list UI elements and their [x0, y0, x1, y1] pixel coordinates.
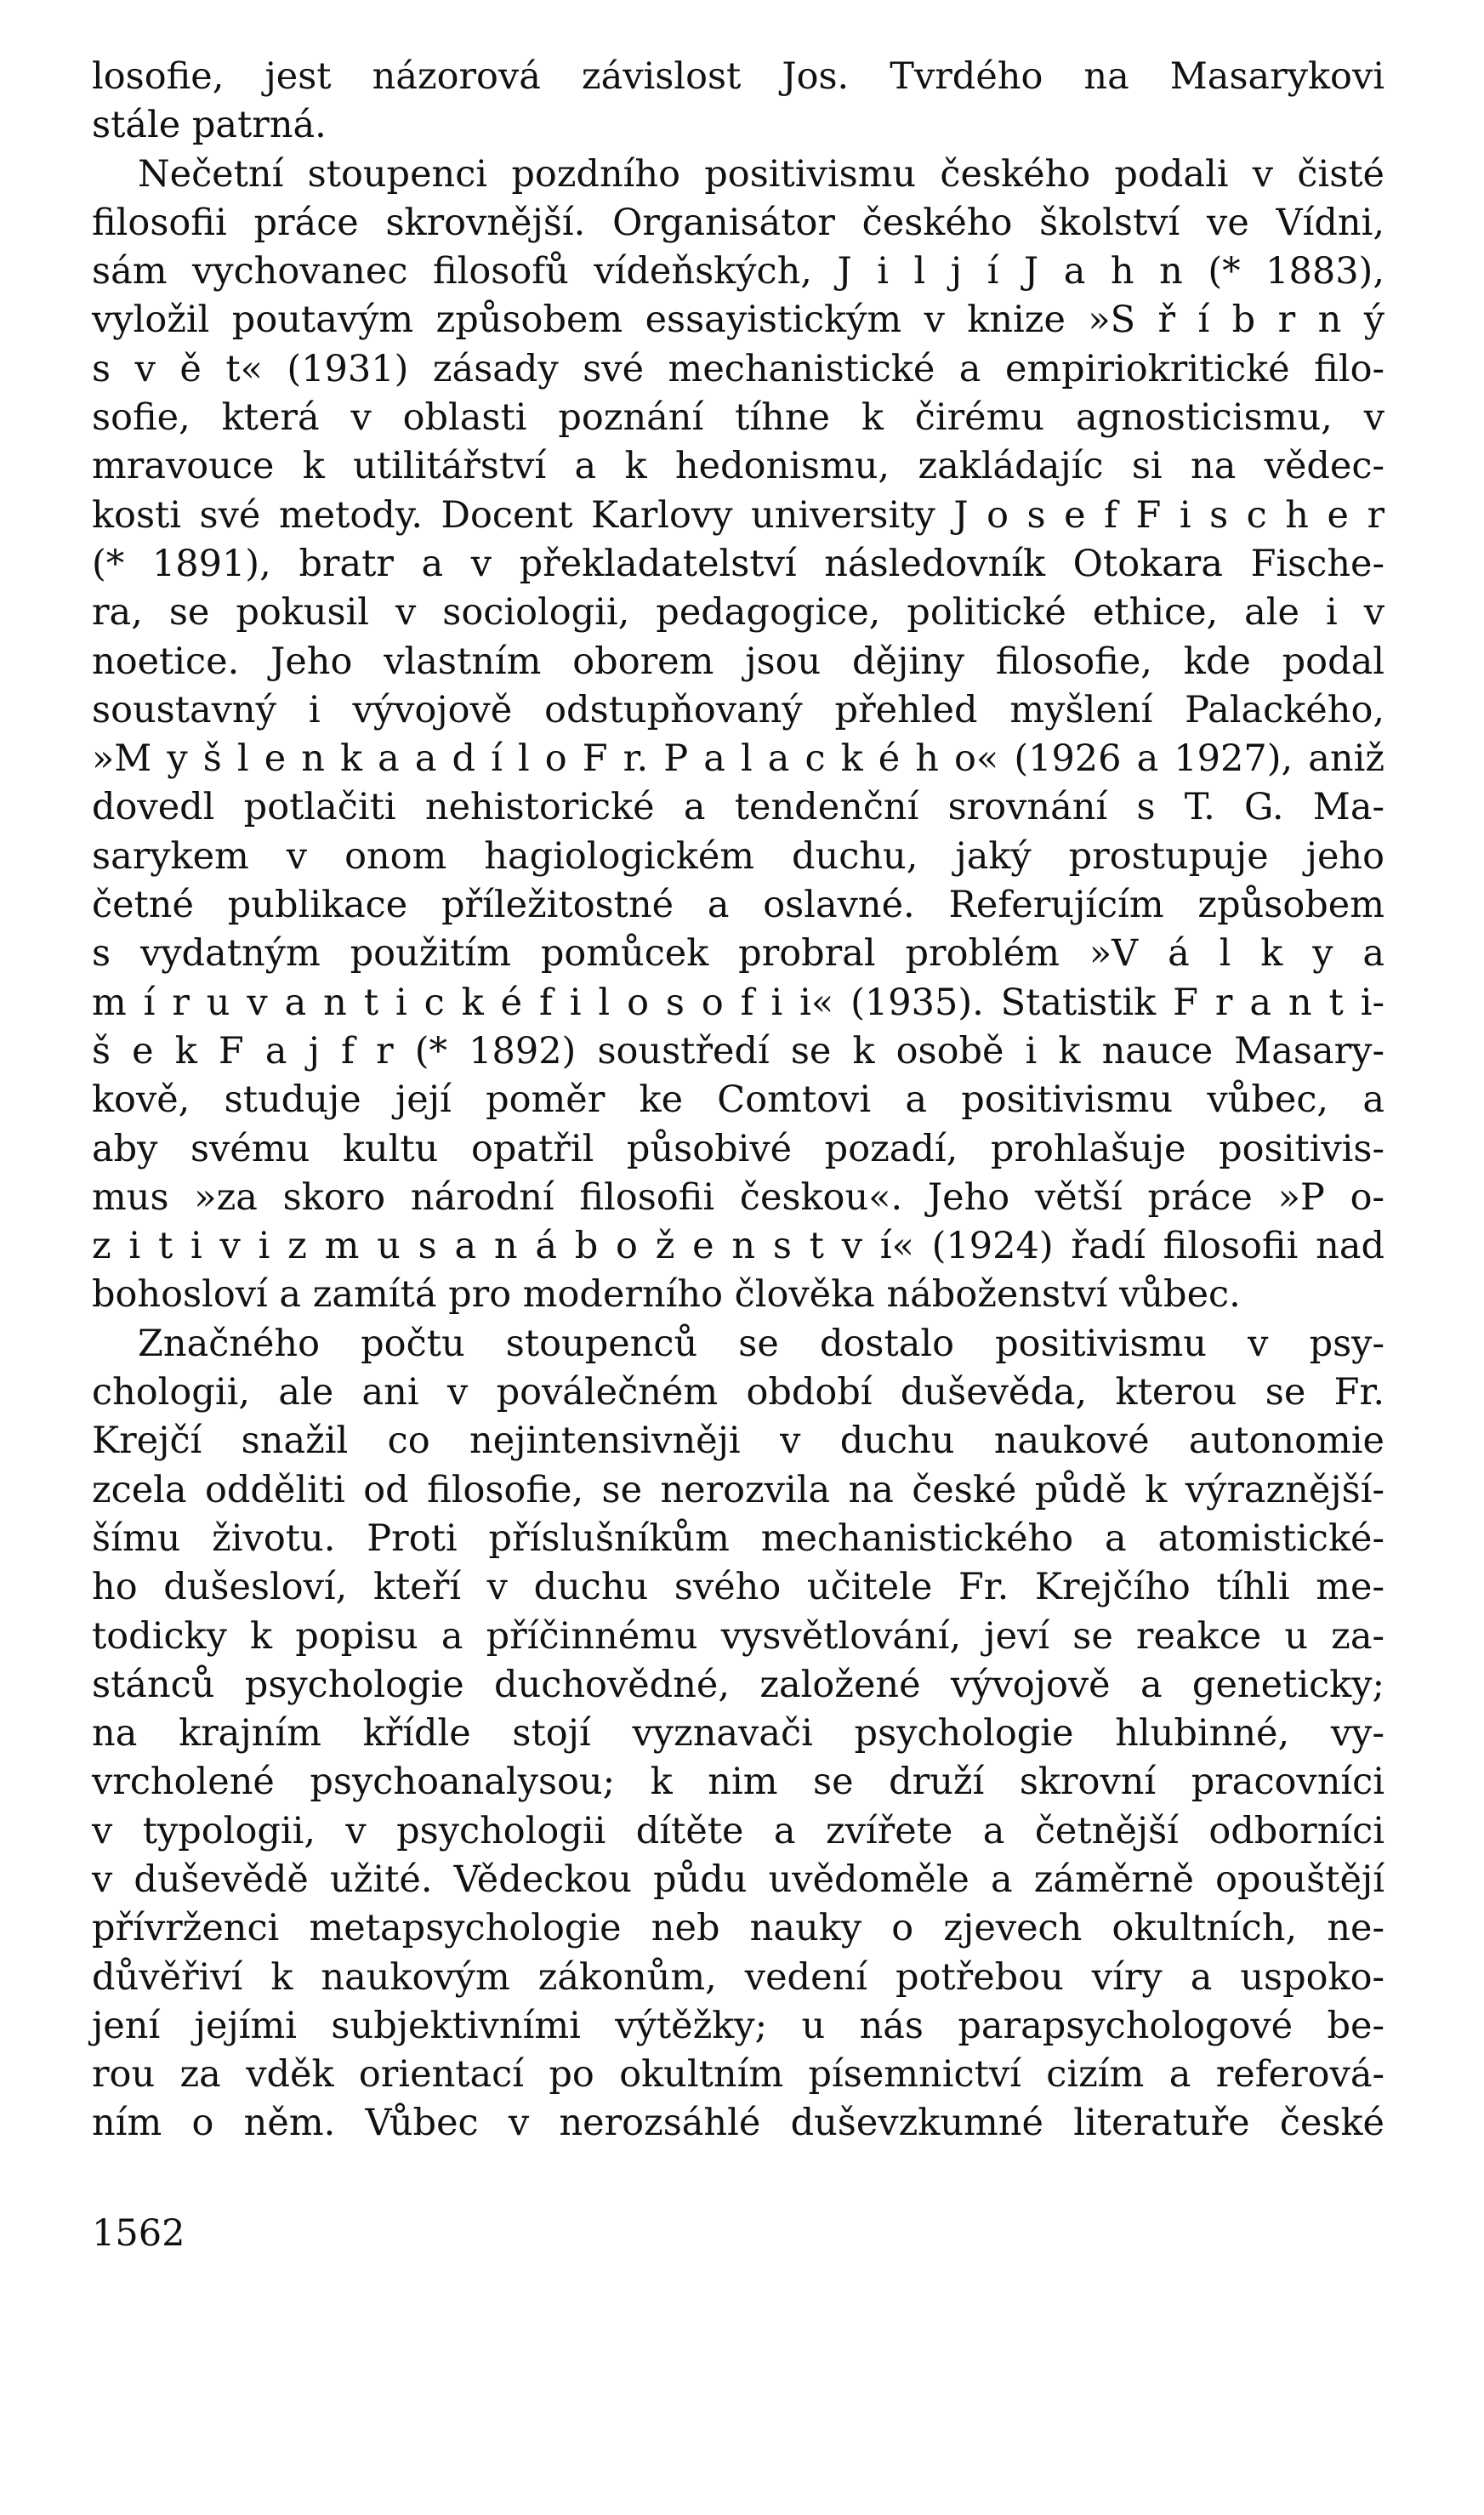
paragraph-3 — [92, 1320, 1384, 2148]
text-line: (* 1891), bratr a v překladatelství následovník Otokara Fische- — [92, 542, 1384, 585]
text-line: důvěřiví k naukovým zákonům, vedení potřebou víry a uspoko- — [92, 1955, 1384, 1999]
text-line: sofie, která v oblasti poznání tíhne k čirému agnosticismu, v — [92, 396, 1384, 440]
text-line: Nečetní stoupenci pozdního positivismu českého podali v čisté — [138, 152, 1384, 196]
text-line: s v ě t« (1931) zásady své mechanistické a empiriokritické filo- — [92, 347, 1384, 390]
page-number: 1562 — [92, 2212, 185, 2255]
text-line: z i t i v i z m u s a n á b o ž e n s t v í« (1924) řadí filosofii nad — [92, 1225, 1384, 1268]
text-line: sám vychovanec filosofů vídeňských, J i l j í J a h n (* 1883), — [92, 250, 1384, 293]
text-line: »M y š l e n k a a d í l o F r. P a l a c k é h o« (1926 a 1927), aniž — [92, 737, 1384, 781]
text-line: ra, se pokusil v sociologii, pedagogice, politické ethice, ale i v — [92, 591, 1384, 634]
text-line: vyložil poutavým způsobem essayistickým v knize »S ř í b r n ý — [92, 299, 1384, 342]
text-line: filosofii práce skrovnější. Organisátor českého školství ve Vídni, — [92, 201, 1384, 244]
text-line: stánců psychologie duchovědné, založené vývojově a geneticky; — [92, 1663, 1384, 1706]
text-line: jení jejími subjektivními výtěžky; u nás parapsychologové be- — [92, 2004, 1384, 2047]
text-line: sarykem v onom hagiologickém duchu, jaký prostupuje jeho — [92, 834, 1384, 878]
text-line: četné publikace příležitostné a oslavné. Referujícím způsobem — [92, 884, 1384, 927]
text-line: dovedl potlačiti nehistorické a tendenční srovnání s T. G. Ma- — [92, 786, 1384, 829]
text-line: stále patrná. — [92, 104, 327, 147]
text-line: v duševědě užité. Vědeckou půdu uvědoměle a záměrně opouštějí — [92, 1858, 1384, 1901]
text-line: bohosloví a zamítá pro moderního člověka náboženství vůbec. — [92, 1273, 1241, 1317]
text-line: Krejčí snažil co nejintensivněji v duchu naukové autonomie — [92, 1420, 1384, 1463]
text-line: v typologii, v psychologii dítěte a zvířete a četnější odborníci — [92, 1809, 1384, 1852]
paragraph-2 — [92, 151, 1384, 1320]
text-line: vrcholené psychoanalysou; k nim se druží skrovní pracovníci — [92, 1761, 1384, 1804]
text-line: přívrženci metapsychologie neb nauky o zjevech okultních, ne- — [92, 1907, 1384, 1950]
text-line: todicky k popisu a příčinnému vysvětlování, jeví se reakce u za- — [92, 1614, 1384, 1658]
text-line: aby svému kultu opatřil působivé pozadí, prohlašuje positivis- — [92, 1127, 1384, 1170]
text-line: chologii, ale ani v poválečném období duševěda, kterou se Fr. — [92, 1371, 1384, 1414]
text-line: ho dušesloví, kteří v duchu svého učitele Fr. Krejčího tíhli me- — [92, 1566, 1384, 1609]
page-body — [92, 53, 1384, 2148]
text-line: na krajním křídle stojí vyznavači psychologie hlubinné, vy- — [92, 1712, 1384, 1755]
paragraph-1 — [92, 53, 1384, 151]
text-line: kosti své metody. Docent Karlovy university J o s e f F i s c h e r — [92, 493, 1384, 537]
text-line: rou za vděk orientací po okultním písemnictví cizím a referová- — [92, 2053, 1384, 2097]
text-line: š e k F a j f r (* 1892) soustředí se k osobě i k nauce Masary- — [92, 1029, 1384, 1073]
text-line: mravouce k utilitářství a k hedonismu, zakládajíc si na vědec- — [92, 445, 1384, 488]
text-line: soustavný i vývojově odstupňovaný přehled myšlení Palackého, — [92, 688, 1384, 731]
text-line: Značného počtu stoupenců se dostalo positivismu v psy- — [138, 1322, 1384, 1365]
text-line: m í r u v a n t i c k é f i l o s o f i i« (1935). Statistik F r a n t i- — [92, 981, 1384, 1024]
text-line: losofie, jest názorová závislost Jos. Tvrdého na Masarykovi — [92, 55, 1384, 98]
text-line: mus »za skoro národní filosofii českou«. Jeho větší práce »P o- — [92, 1175, 1384, 1219]
text-line: kově, studuje její poměr ke Comtovi a positivismu vůbec, a — [92, 1078, 1384, 1122]
text-line: ním o něm. Vůbec v nerozsáhlé duševzkumné literatuře české — [92, 2102, 1384, 2145]
text-line: zcela odděliti od filosofie, se nerozvila na české půdě k výraznější- — [92, 1468, 1384, 1511]
text-line: noetice. Jeho vlastním oborem jsou dějiny filosofie, kde podal — [92, 640, 1384, 683]
text-line: s vydatným použitím pomůcek probral problém »V á l k y a — [92, 932, 1384, 976]
text-line: šímu životu. Proti příslušníkům mechanistického a atomistické- — [92, 1516, 1384, 1560]
